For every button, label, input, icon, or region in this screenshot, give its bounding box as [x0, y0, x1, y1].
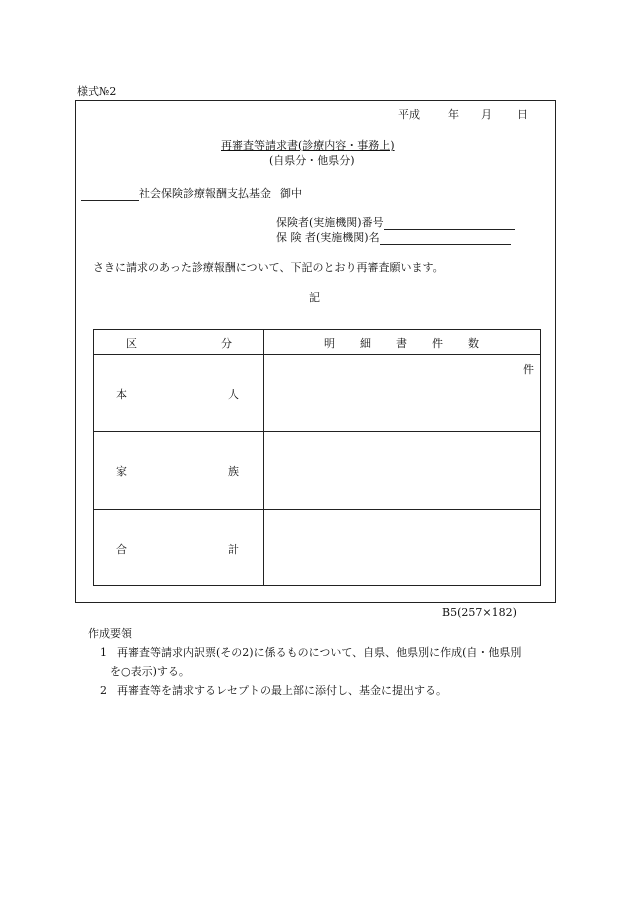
header-category: [126, 335, 232, 351]
insurer-name-blank: [380, 232, 511, 245]
header-detail-char: 細: [360, 337, 371, 350]
row-label-char: 合: [116, 543, 127, 556]
record-mark: 記: [309, 291, 320, 304]
date-day-label: 日: [517, 108, 528, 121]
row-label-char: 計: [228, 543, 239, 556]
addressee-name: 社会保険診療報酬支払基金: [139, 187, 271, 200]
note-item: [100, 683, 560, 698]
insurer-name-line: [276, 231, 511, 245]
insurer-number-blank: [384, 217, 515, 230]
note-item: [100, 645, 560, 660]
insurer-name-label: 保 険 者(実施機関)名: [276, 231, 380, 244]
insurer-number-line: [276, 216, 515, 230]
header-detail-count: [324, 335, 479, 351]
notes-heading: 作成要領: [88, 627, 132, 640]
date-year-label: 年: [448, 108, 459, 121]
header-detail-char: 件: [432, 337, 443, 350]
count-unit: 件: [523, 363, 534, 376]
note-text: を○表示)する。: [110, 665, 190, 678]
note-number: 2: [100, 684, 107, 697]
header-detail-char: 数: [468, 337, 479, 350]
date-month-label: 月: [481, 108, 492, 121]
note-text: 再審査等請求内訳票(その2)に係るものについて、自県、他県別に作成(自・他県別: [117, 646, 522, 659]
row-label-total: [116, 541, 239, 557]
date-era: 平成: [398, 108, 420, 121]
form-title: 再審査等請求書(診療内容・事務上): [221, 139, 395, 152]
row-label-char: 本: [116, 388, 127, 401]
row-label-self: [116, 386, 239, 402]
paper-size: B5(257×182): [442, 606, 517, 619]
request-statement: さきに請求のあった診療報酬について、下記のとおり再審査願います。: [93, 261, 444, 274]
addressee-honorific: 御中: [280, 187, 302, 200]
table-header-rule: [94, 354, 540, 355]
header-category-char: 分: [221, 337, 232, 350]
table-row-rule: [94, 431, 540, 432]
note-number: 1: [100, 646, 107, 659]
note-item-continuation: [110, 664, 190, 679]
row-label-char: 家: [116, 465, 127, 478]
addressee-blank: [81, 188, 139, 201]
row-label-char: 族: [228, 465, 239, 478]
detail-table: [93, 329, 541, 586]
form-number: 様式№2: [77, 85, 117, 98]
insurer-number-label: 保険者(実施機関)番号: [276, 216, 384, 229]
header-detail-char: 書: [396, 337, 407, 350]
note-text: 再審査等を請求するレセプトの最上部に添付し、基金に提出する。: [117, 684, 447, 697]
table-divider: [263, 330, 264, 585]
addressee-line: [81, 187, 302, 201]
row-label-family: [116, 463, 239, 479]
form-subtitle: (自県分・他県分): [269, 154, 355, 167]
header-category-char: 区: [126, 337, 137, 350]
header-detail-char: 明: [324, 337, 335, 350]
row-label-char: 人: [228, 388, 239, 401]
table-row-rule: [94, 509, 540, 510]
